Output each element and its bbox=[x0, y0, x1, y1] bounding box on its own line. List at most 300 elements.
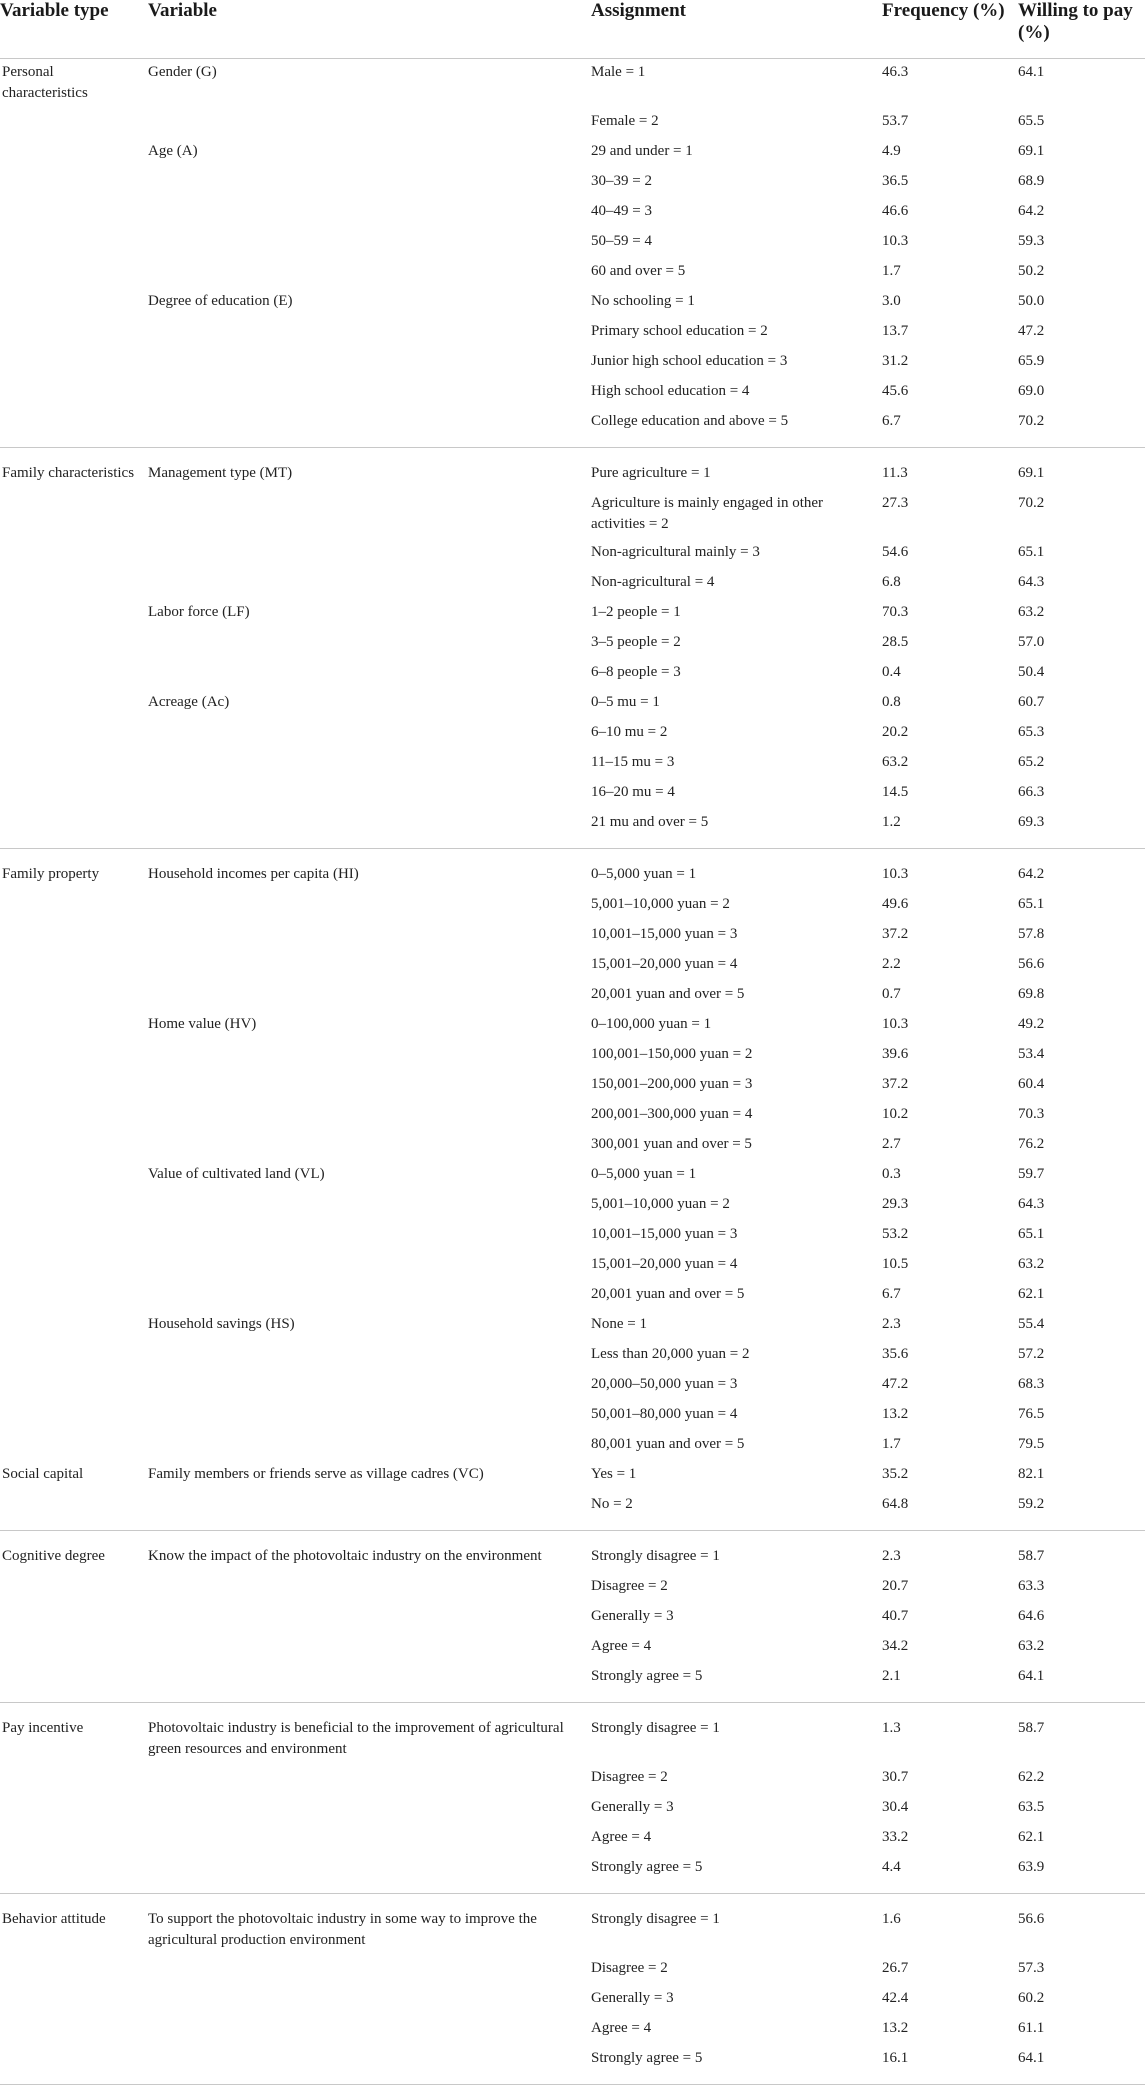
willing-to-pay-cell: 62.1 bbox=[1018, 1829, 1045, 1845]
table-row bbox=[0, 1663, 1145, 1703]
variable-type-cell bbox=[0, 891, 148, 921]
table-row bbox=[0, 1794, 1145, 1824]
table-row bbox=[0, 1221, 1145, 1251]
table-row bbox=[0, 168, 1145, 198]
variable-cell bbox=[148, 348, 591, 378]
frequency-cell: 1.6 bbox=[882, 1911, 901, 1927]
willing-to-pay-cell: 64.1 bbox=[1018, 1663, 1145, 1703]
variable-cell: Age (A) bbox=[148, 143, 198, 159]
willing-to-pay-cell: 68.3 bbox=[1018, 1376, 1045, 1392]
variable-type-cell bbox=[0, 1071, 148, 1101]
assignment-cell: Disagree = 2 bbox=[591, 1578, 668, 1594]
assignment-cell: College education and above = 5 bbox=[591, 408, 882, 448]
variable-type-cell bbox=[0, 1824, 148, 1854]
table-row bbox=[0, 138, 1145, 168]
header-row bbox=[0, 0, 1145, 59]
frequency-cell: 33.2 bbox=[882, 1829, 909, 1845]
variable-type-cell bbox=[0, 1131, 148, 1161]
frequency-cell: 4.9 bbox=[882, 143, 901, 159]
table-row bbox=[0, 689, 1145, 719]
variable-cell bbox=[148, 1101, 591, 1131]
variable-type-cell: Personal characteristics bbox=[2, 64, 88, 101]
frequency-cell: 34.2 bbox=[882, 1638, 909, 1654]
assignment-cell: 3–5 people = 2 bbox=[591, 634, 681, 650]
variable-cell bbox=[148, 1663, 591, 1703]
frequency-cell: 10.2 bbox=[882, 1106, 909, 1122]
table-row bbox=[0, 1191, 1145, 1221]
variable-cell bbox=[148, 1401, 591, 1431]
variable-type-cell bbox=[0, 408, 148, 448]
table-row bbox=[0, 1341, 1145, 1371]
willing-to-pay-cell: 50.4 bbox=[1018, 664, 1045, 680]
willing-to-pay-cell: 65.9 bbox=[1018, 353, 1045, 369]
variable-type-cell bbox=[0, 719, 148, 749]
frequency-cell: 2.7 bbox=[882, 1136, 901, 1152]
frequency-cell: 27.3 bbox=[882, 495, 909, 511]
frequency-cell: 30.7 bbox=[882, 1769, 909, 1785]
table-row bbox=[0, 981, 1145, 1011]
table-row bbox=[0, 951, 1145, 981]
assignment-cell: Non-agricultural = 4 bbox=[591, 574, 715, 590]
frequency-cell: 45.6 bbox=[882, 383, 909, 399]
assignment-cell: 0–5,000 yuan = 1 bbox=[591, 866, 697, 882]
table-row bbox=[0, 228, 1145, 258]
variable-cell bbox=[148, 1824, 591, 1854]
frequency-cell: 10.3 bbox=[882, 233, 909, 249]
table-row bbox=[0, 1431, 1145, 1461]
willing-to-pay-cell: 70.2 bbox=[1018, 495, 1045, 511]
table-row bbox=[0, 891, 1145, 921]
frequency-cell: 53.2 bbox=[882, 1226, 909, 1242]
willing-to-pay-cell: 65.1 bbox=[1018, 1226, 1045, 1242]
assignment-cell: 5,001–10,000 yuan = 2 bbox=[591, 896, 730, 912]
variable-type-cell: Family property bbox=[2, 866, 100, 882]
table-row bbox=[0, 1041, 1145, 1071]
willing-to-pay-cell: 65.1 bbox=[1018, 896, 1045, 912]
assignment-cell: 11–15 mu = 3 bbox=[591, 754, 675, 770]
frequency-cell: 2.2 bbox=[882, 956, 901, 972]
variable-cell bbox=[148, 981, 591, 1011]
table-row bbox=[0, 599, 1145, 629]
variable-type-cell bbox=[0, 2015, 148, 2045]
assignment-cell: Strongly agree = 5 bbox=[591, 1663, 882, 1703]
variable-cell bbox=[148, 659, 591, 689]
variable-type-cell bbox=[0, 1041, 148, 1071]
table-row bbox=[0, 408, 1145, 448]
variable-type-cell bbox=[0, 1191, 148, 1221]
assignment-cell: None = 1 bbox=[591, 1316, 647, 1332]
variable-cell bbox=[148, 809, 591, 849]
variable-cell bbox=[148, 1603, 591, 1633]
variable-cell bbox=[148, 629, 591, 659]
willing-to-pay-cell: 63.9 bbox=[1018, 1854, 1145, 1894]
table-row bbox=[0, 719, 1145, 749]
assignment-cell: Non-agricultural mainly = 3 bbox=[591, 544, 760, 560]
assignment-cell: No = 2 bbox=[591, 1491, 882, 1531]
willing-to-pay-cell: 65.2 bbox=[1018, 754, 1045, 770]
assignment-cell: Male = 1 bbox=[591, 64, 646, 80]
willing-to-pay-cell: 63.3 bbox=[1018, 1578, 1045, 1594]
table-row bbox=[0, 378, 1145, 408]
assignment-cell: Female = 2 bbox=[591, 113, 659, 129]
willing-to-pay-cell: 65.5 bbox=[1018, 113, 1045, 129]
variable-cell bbox=[148, 1573, 591, 1603]
variable-cell bbox=[148, 1371, 591, 1401]
assignment-cell: 80,001 yuan and over = 5 bbox=[591, 1436, 745, 1452]
variable-cell: Household incomes per capita (HI) bbox=[148, 866, 359, 882]
frequency-cell: 64.8 bbox=[882, 1491, 1018, 1531]
variable-type-cell bbox=[0, 569, 148, 599]
variable-cell bbox=[148, 1041, 591, 1071]
variable-cell bbox=[148, 1071, 591, 1101]
assignment-cell: 60 and over = 5 bbox=[591, 263, 686, 279]
frequency-cell: 6.7 bbox=[882, 1286, 901, 1302]
table-row bbox=[0, 659, 1145, 689]
frequency-cell: 0.7 bbox=[882, 986, 901, 1002]
assignment-cell: Pure agriculture = 1 bbox=[591, 465, 711, 481]
table-row bbox=[0, 348, 1145, 378]
variable-type-cell bbox=[0, 629, 148, 659]
table-row bbox=[0, 849, 1145, 892]
frequency-cell: 28.5 bbox=[882, 634, 909, 650]
variable-type-cell bbox=[0, 1854, 148, 1894]
table-row bbox=[0, 779, 1145, 809]
willing-to-pay-cell: 69.8 bbox=[1018, 986, 1045, 1002]
variable-type-cell bbox=[0, 981, 148, 1011]
assignment-cell: 15,001–20,000 yuan = 4 bbox=[591, 1256, 738, 1272]
assignment-cell: No schooling = 1 bbox=[591, 293, 695, 309]
variable-cell bbox=[148, 1794, 591, 1824]
frequency-cell: 29.3 bbox=[882, 1196, 909, 1212]
variable-cell bbox=[148, 1854, 591, 1894]
variable-cell bbox=[148, 891, 591, 921]
table-row bbox=[0, 1491, 1145, 1531]
variable-cell bbox=[148, 1251, 591, 1281]
willing-to-pay-cell: 57.8 bbox=[1018, 926, 1045, 942]
table-row bbox=[0, 1764, 1145, 1794]
variable-type-cell bbox=[0, 809, 148, 849]
willing-to-pay-cell: 69.1 bbox=[1018, 465, 1045, 481]
willing-to-pay-cell: 57.3 bbox=[1018, 1960, 1045, 1976]
table-row bbox=[0, 921, 1145, 951]
frequency-cell: 2.1 bbox=[882, 1663, 1018, 1703]
assignment-cell: 15,001–20,000 yuan = 4 bbox=[591, 956, 738, 972]
frequency-cell: 6.8 bbox=[882, 574, 901, 590]
variable-cell bbox=[148, 108, 591, 138]
variable-cell: Family members or friends serve as village cadres (VC) bbox=[148, 1466, 484, 1482]
frequency-cell: 37.2 bbox=[882, 926, 909, 942]
assignment-cell: 20,000–50,000 yuan = 3 bbox=[591, 1376, 738, 1392]
variable-type-cell bbox=[0, 108, 148, 138]
frequency-cell: 6.7 bbox=[882, 408, 1018, 448]
table-row bbox=[0, 258, 1145, 288]
variable-type-cell: Social capital bbox=[2, 1466, 84, 1482]
table-row bbox=[0, 1251, 1145, 1281]
willing-to-pay-cell: 57.0 bbox=[1018, 634, 1045, 650]
willing-to-pay-cell: 58.7 bbox=[1018, 1720, 1045, 1736]
willing-to-pay-cell: 64.2 bbox=[1018, 203, 1045, 219]
willing-to-pay-cell: 68.9 bbox=[1018, 173, 1045, 189]
frequency-cell: 37.2 bbox=[882, 1076, 909, 1092]
frequency-cell: 35.2 bbox=[882, 1466, 909, 1482]
variable-cell bbox=[148, 408, 591, 448]
variable-type-cell bbox=[0, 1101, 148, 1131]
assignment-cell: Disagree = 2 bbox=[591, 1960, 668, 1976]
willing-to-pay-cell: 63.5 bbox=[1018, 1799, 1045, 1815]
assignment-cell: Strongly agree = 5 bbox=[591, 1854, 882, 1894]
variable-type-cell bbox=[0, 659, 148, 689]
willing-to-pay-cell: 64.3 bbox=[1018, 574, 1045, 590]
table-row bbox=[0, 2045, 1145, 2085]
willing-to-pay-cell: 76.2 bbox=[1018, 1136, 1045, 1152]
frequency-cell: 46.6 bbox=[882, 203, 909, 219]
assignment-cell: 50,001–80,000 yuan = 4 bbox=[591, 1406, 738, 1422]
assignment-cell: 1–2 people = 1 bbox=[591, 604, 681, 620]
assignment-cell: 5,001–10,000 yuan = 2 bbox=[591, 1196, 730, 1212]
variable-cell bbox=[148, 921, 591, 951]
frequency-cell: 42.4 bbox=[882, 1990, 909, 2006]
assignment-cell: Strongly disagree = 1 bbox=[591, 1548, 720, 1564]
variable-cell bbox=[148, 1491, 591, 1531]
variable-type-cell bbox=[0, 1011, 148, 1041]
frequency-cell: 1.3 bbox=[882, 1720, 901, 1736]
assignment-cell: Yes = 1 bbox=[591, 1466, 637, 1482]
willing-to-pay-cell: 64.1 bbox=[1018, 2045, 1145, 2085]
frequency-cell: 31.2 bbox=[882, 353, 909, 369]
willing-to-pay-cell: 70.3 bbox=[1018, 1106, 1045, 1122]
table-row bbox=[0, 539, 1145, 569]
frequency-cell: 10.5 bbox=[882, 1256, 909, 1272]
variable-type-cell bbox=[0, 1491, 148, 1531]
table-row bbox=[0, 809, 1145, 849]
variable-type-cell bbox=[0, 318, 148, 348]
willing-to-pay-cell: 59.2 bbox=[1018, 1491, 1145, 1531]
assignment-cell: Generally = 3 bbox=[591, 1608, 674, 1624]
variable-cell bbox=[148, 318, 591, 348]
variable-type-cell bbox=[0, 168, 148, 198]
table-row bbox=[0, 318, 1145, 348]
willing-to-pay-cell: 62.1 bbox=[1018, 1286, 1045, 1302]
table-row bbox=[0, 1461, 1145, 1491]
table-row bbox=[0, 1101, 1145, 1131]
willing-to-pay-cell: 69.3 bbox=[1018, 809, 1145, 849]
willing-to-pay-cell: 61.1 bbox=[1018, 2020, 1045, 2036]
frequency-cell: 2.3 bbox=[882, 1316, 901, 1332]
variable-cell bbox=[148, 258, 591, 288]
willing-to-pay-cell: 66.3 bbox=[1018, 784, 1045, 800]
variable-cell: Value of cultivated land (VL) bbox=[148, 1166, 325, 1182]
assignment-cell: High school education = 4 bbox=[591, 383, 750, 399]
willing-to-pay-cell: 64.2 bbox=[1018, 866, 1045, 882]
variable-type-cell bbox=[0, 1663, 148, 1703]
variable-type-cell bbox=[0, 1161, 148, 1191]
variable-cell: Home value (HV) bbox=[148, 1016, 257, 1032]
variable-type-cell bbox=[0, 2045, 148, 2085]
table-row bbox=[0, 1985, 1145, 2015]
assignment-cell: Strongly disagree = 1 bbox=[591, 1720, 720, 1736]
variable-cell bbox=[148, 1131, 591, 1161]
variable-type-cell bbox=[0, 1985, 148, 2015]
table-row bbox=[0, 749, 1145, 779]
willing-to-pay-cell: 50.2 bbox=[1018, 263, 1045, 279]
variable-type-cell bbox=[0, 1341, 148, 1371]
frequency-cell: 4.4 bbox=[882, 1854, 1018, 1894]
frequency-cell: 3.0 bbox=[882, 293, 901, 309]
table-row bbox=[0, 198, 1145, 228]
frequency-cell: 47.2 bbox=[882, 1376, 909, 1392]
variable-cell bbox=[148, 198, 591, 228]
variable-type-cell bbox=[0, 1955, 148, 1985]
willing-to-pay-cell: 55.4 bbox=[1018, 1316, 1045, 1332]
variable-type-cell bbox=[0, 378, 148, 408]
variable-type-cell bbox=[0, 1371, 148, 1401]
frequency-cell: 46.3 bbox=[882, 64, 909, 80]
assignment-cell: Generally = 3 bbox=[591, 1799, 674, 1815]
variable-cell bbox=[148, 1221, 591, 1251]
table-row bbox=[0, 1161, 1145, 1191]
frequency-cell: 20.7 bbox=[882, 1578, 909, 1594]
frequency-cell: 20.2 bbox=[882, 724, 909, 740]
frequency-cell: 0.8 bbox=[882, 694, 901, 710]
variable-type-cell bbox=[0, 1251, 148, 1281]
variable-type-cell: Pay incentive bbox=[2, 1720, 84, 1736]
frequency-cell: 53.7 bbox=[882, 113, 909, 129]
variable-type-cell bbox=[0, 1281, 148, 1311]
willing-to-pay-cell: 63.2 bbox=[1018, 1256, 1045, 1272]
assignment-cell: 0–100,000 yuan = 1 bbox=[591, 1016, 712, 1032]
header-frequency: Frequency (%) bbox=[882, 0, 1018, 59]
willing-to-pay-cell: 65.3 bbox=[1018, 724, 1045, 740]
frequency-cell: 1.7 bbox=[882, 263, 901, 279]
table-row bbox=[0, 448, 1145, 491]
table-row bbox=[0, 288, 1145, 318]
willing-to-pay-cell: 64.6 bbox=[1018, 1608, 1045, 1624]
assignment-cell: 6–8 people = 3 bbox=[591, 664, 681, 680]
variable-type-cell bbox=[0, 779, 148, 809]
assignment-cell: Primary school education = 2 bbox=[591, 323, 768, 339]
variable-cell bbox=[148, 378, 591, 408]
frequency-cell: 54.6 bbox=[882, 544, 909, 560]
assignment-cell: 40–49 = 3 bbox=[591, 203, 652, 219]
table-row bbox=[0, 1894, 1145, 1956]
frequency-cell: 0.3 bbox=[882, 1166, 901, 1182]
frequency-cell: 13.2 bbox=[882, 2020, 909, 2036]
variable-type-cell bbox=[0, 1764, 148, 1794]
willing-to-pay-cell: 62.2 bbox=[1018, 1769, 1045, 1785]
assignment-cell: 6–10 mu = 2 bbox=[591, 724, 668, 740]
willing-to-pay-cell: 60.4 bbox=[1018, 1076, 1045, 1092]
variable-cell bbox=[148, 749, 591, 779]
table-body bbox=[0, 59, 1145, 2085]
willing-to-pay-cell: 69.0 bbox=[1018, 383, 1045, 399]
variable-cell bbox=[148, 228, 591, 258]
frequency-cell: 10.3 bbox=[882, 866, 909, 882]
frequency-cell: 11.3 bbox=[882, 465, 908, 481]
willing-to-pay-cell: 79.5 bbox=[1018, 1436, 1045, 1452]
willing-to-pay-cell: 47.2 bbox=[1018, 323, 1045, 339]
willing-to-pay-cell: 58.7 bbox=[1018, 1548, 1045, 1564]
assignment-cell: 0–5 mu = 1 bbox=[591, 694, 660, 710]
frequency-cell: 1.7 bbox=[882, 1436, 901, 1452]
variable-cell bbox=[148, 490, 591, 539]
frequency-cell: 63.2 bbox=[882, 754, 909, 770]
frequency-cell: 26.7 bbox=[882, 1960, 909, 1976]
willing-to-pay-cell: 60.7 bbox=[1018, 694, 1045, 710]
variable-cell bbox=[148, 539, 591, 569]
assignment-cell: 30–39 = 2 bbox=[591, 173, 652, 189]
variable-cell: To support the photovoltaic industry in some way to improve the agricultural production environment bbox=[148, 1911, 537, 1948]
frequency-cell: 35.6 bbox=[882, 1346, 909, 1362]
frequency-cell: 70.3 bbox=[882, 604, 909, 620]
variable-cell bbox=[148, 2045, 591, 2085]
header-assignment: Assignment bbox=[591, 0, 882, 59]
assignment-cell: 20,001 yuan and over = 5 bbox=[591, 986, 745, 1002]
variable-cell: Gender (G) bbox=[148, 64, 217, 80]
table-row bbox=[0, 629, 1145, 659]
frequency-cell: 1.2 bbox=[882, 809, 1018, 849]
table-row bbox=[0, 569, 1145, 599]
frequency-cell: 49.6 bbox=[882, 896, 909, 912]
willing-to-pay-cell: 60.2 bbox=[1018, 1990, 1045, 2006]
assignment-cell: Strongly disagree = 1 bbox=[591, 1911, 720, 1927]
variable-cell bbox=[148, 168, 591, 198]
table-row bbox=[0, 1011, 1145, 1041]
variable-type-cell: Cognitive degree bbox=[2, 1548, 105, 1564]
variable-cell: Management type (MT) bbox=[148, 465, 293, 481]
table-row bbox=[0, 1531, 1145, 1574]
assignment-cell: 100,001–150,000 yuan = 2 bbox=[591, 1046, 753, 1062]
assignment-cell: 10,001–15,000 yuan = 3 bbox=[591, 1226, 738, 1242]
assignment-cell: Generally = 3 bbox=[591, 1990, 674, 2006]
variable-type-cell bbox=[0, 138, 148, 168]
assignment-cell: Junior high school education = 3 bbox=[591, 353, 788, 369]
frequency-cell: 39.6 bbox=[882, 1046, 909, 1062]
variable-type-cell bbox=[0, 539, 148, 569]
variable-type-cell: Behavior attitude bbox=[2, 1911, 106, 1927]
table-row bbox=[0, 1955, 1145, 1985]
assignment-cell: Less than 20,000 yuan = 2 bbox=[591, 1346, 750, 1362]
willing-to-pay-cell: 50.0 bbox=[1018, 293, 1045, 309]
table-row bbox=[0, 1311, 1145, 1341]
variable-type-cell bbox=[0, 1431, 148, 1461]
variable-type-cell bbox=[0, 599, 148, 629]
frequency-cell: 30.4 bbox=[882, 1799, 909, 1815]
willing-to-pay-cell: 59.3 bbox=[1018, 233, 1045, 249]
variable-cell bbox=[148, 569, 591, 599]
assignment-cell: 0–5,000 yuan = 1 bbox=[591, 1166, 697, 1182]
variable-type-cell bbox=[0, 228, 148, 258]
variable-cell bbox=[148, 1633, 591, 1663]
assignment-cell: 20,001 yuan and over = 5 bbox=[591, 1286, 745, 1302]
variable-cell bbox=[148, 1281, 591, 1311]
table-row bbox=[0, 1703, 1145, 1765]
variable-cell bbox=[148, 1764, 591, 1794]
header-willing-to-pay: Willing to pay (%) bbox=[1018, 0, 1145, 59]
willing-to-pay-cell: 64.3 bbox=[1018, 1196, 1045, 1212]
assignment-cell: 29 and under = 1 bbox=[591, 143, 693, 159]
table-header bbox=[0, 0, 1145, 59]
frequency-cell: 10.3 bbox=[882, 1016, 909, 1032]
table-row bbox=[0, 59, 1145, 109]
willing-to-pay-cell: 82.1 bbox=[1018, 1466, 1045, 1482]
table-row bbox=[0, 1603, 1145, 1633]
table-row bbox=[0, 1371, 1145, 1401]
header-variable-type: Variable type bbox=[0, 0, 148, 59]
willing-to-pay-cell: 76.5 bbox=[1018, 1406, 1045, 1422]
variable-type-cell bbox=[0, 1633, 148, 1663]
frequency-cell: 36.5 bbox=[882, 173, 909, 189]
table-row bbox=[0, 1131, 1145, 1161]
